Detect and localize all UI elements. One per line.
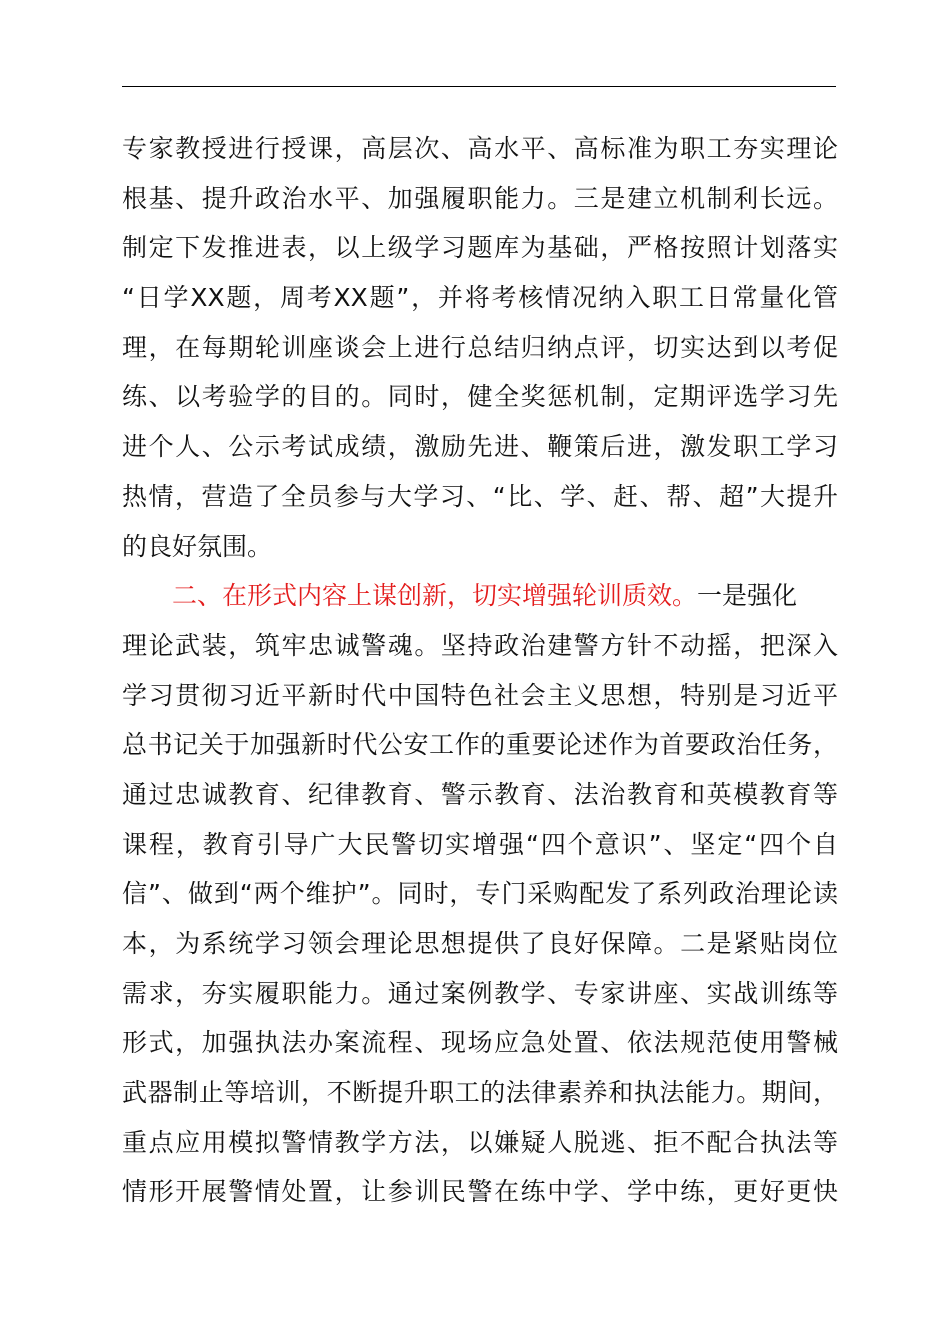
paragraph-line: 武器制止等培训，不断提升职工的法律素养和执法能力。期间， (122, 1078, 838, 1108)
paragraph-line: 理论武装，筑牢忠诚警魂。坚持政治建警方针不动摇，把深入 (122, 630, 838, 660)
paragraph-line: 练、以考验学的目的。同时，健全奖惩机制，定期评选学习先 (122, 382, 838, 412)
paragraph-line: “日学XX题，周考XX题”，并将考核情况纳入职工日常量化管 (122, 283, 838, 313)
paragraph-line: 理，在每期轮训座谈会上进行总结归纳点评，切实达到以考促 (122, 332, 838, 362)
section-heading: 二、在形式内容上谋创新，切实增强轮训质效。 (172, 581, 698, 611)
paragraph-line: 重点应用模拟警情教学方法，以嫌疑人脱逃、拒不配合执法等 (122, 1127, 838, 1157)
section-heading-rest: 一是强化 (697, 581, 798, 611)
paragraph-line: 总书记关于加强新时代公安工作的重要论述作为首要政治任务， (122, 730, 838, 760)
paragraph-line: 进个人、公示考试成绩，激励先进、鞭策后进，激发职工学习 (122, 432, 838, 462)
paragraph-line: 通过忠诚教育、纪律教育、警示教育、法治教育和英模教育等 (122, 779, 838, 809)
paragraph-line: 专家教授进行授课，高层次、高水平、高标准为职工夯实理论 (122, 134, 838, 163)
paragraph-line: 本，为系统学习领会理论思想提供了良好保障。二是紧贴岗位 (122, 929, 838, 958)
paragraph-line: 形式，加强执法办案流程、现场应急处置、依法规范使用警械 (122, 1028, 838, 1058)
section-heading-line (122, 571, 838, 621)
paragraph-line: 情形开展警情处置，让参训民警在练中学、学中练，更好更快 (122, 1177, 838, 1207)
paragraph-line: 的良好氛围。 (122, 531, 273, 561)
paragraph-line: 课程，教育引导广大民警切实增强“四个意识”、坚定“四个自 (122, 829, 838, 859)
paragraph-line: 制定下发推进表，以上级学习题库为基础，严格按照计划落实 (122, 233, 838, 263)
body-text (122, 124, 838, 1217)
paragraph-line: 根基、提升政治水平、加强履职能力。三是建立机制利长远。 (122, 183, 838, 213)
paragraph-line: 学习贯彻习近平新时代中国特色社会主义思想，特别是习近平 (122, 680, 838, 710)
paragraph-line: 需求，夯实履职能力。通过案例教学、专家讲座、实战训练等 (122, 978, 838, 1008)
paragraph-line: 信”、做到“两个维护”。同时，专门采购配发了系列政治理论读 (122, 879, 838, 909)
paragraph-line: 热情，营造了全员参与大学习、“比、学、赶、帮、超”大提升 (122, 481, 838, 511)
header-rule (122, 86, 836, 87)
